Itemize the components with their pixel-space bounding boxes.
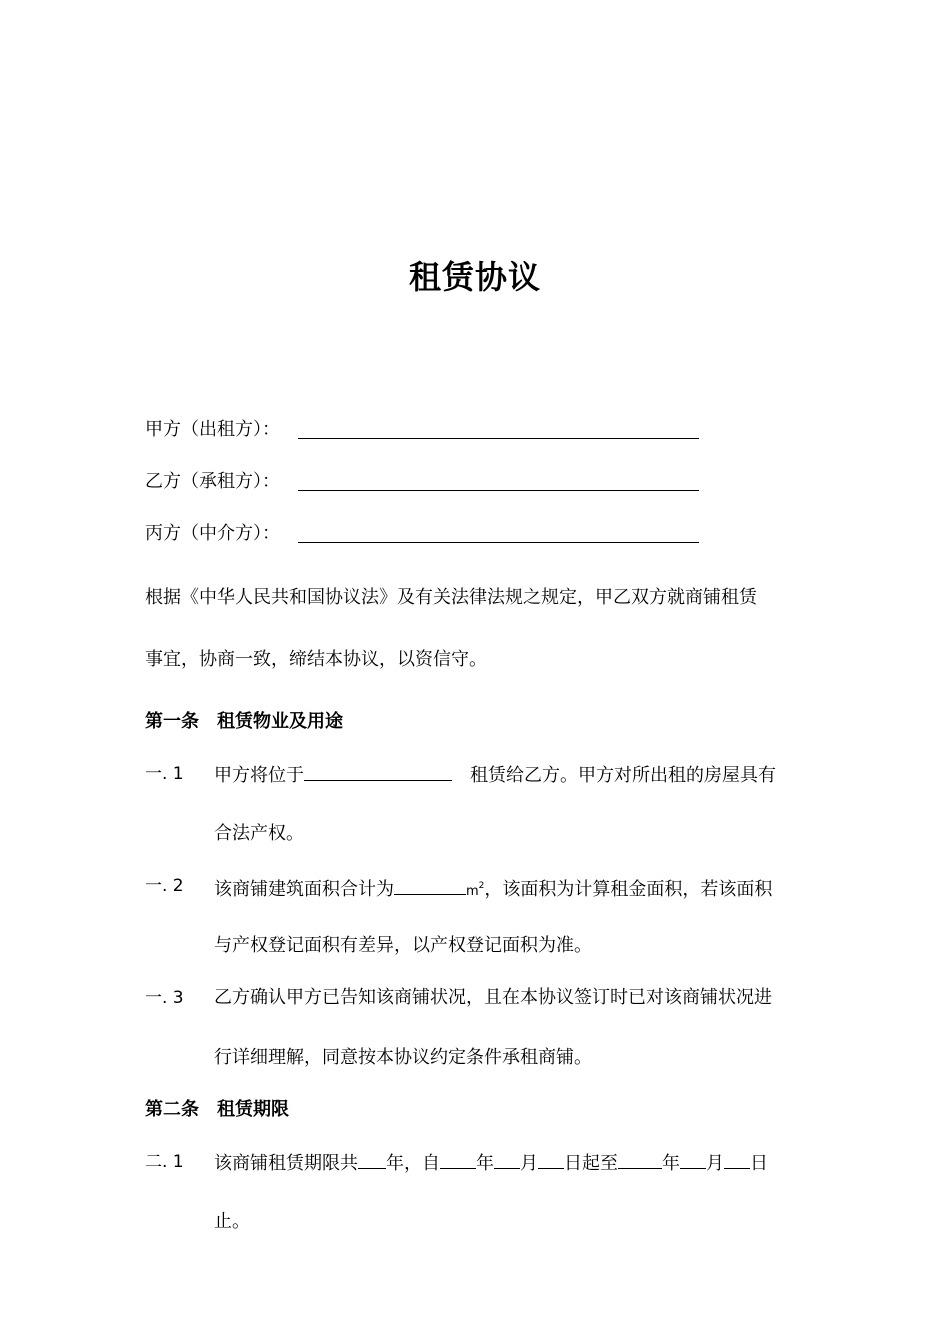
- party-c-blank[interactable]: [298, 542, 699, 543]
- party-a-blank[interactable]: [298, 438, 699, 439]
- clause-2-1-text-1: 该商铺租赁期限共: [214, 1153, 358, 1174]
- start-day-blank[interactable]: [538, 1150, 564, 1169]
- clause-2-1-line: [214, 1150, 768, 1176]
- clause-2-1-text-5: 日起至: [564, 1153, 618, 1174]
- clause-1-3-number: 一. 3: [145, 988, 184, 1008]
- document-title: 租赁协议: [408, 258, 541, 296]
- area-unit: m: [466, 884, 479, 899]
- start-month-blank[interactable]: [494, 1150, 520, 1169]
- end-year-blank[interactable]: [618, 1150, 662, 1169]
- clause-1-1-line: [214, 762, 776, 788]
- preamble-line-2: 事宜，协商一致，缔结本协议，以资信守。: [145, 649, 487, 670]
- clause-2-1-text-7: 月: [706, 1153, 724, 1174]
- end-month-blank[interactable]: [680, 1150, 706, 1169]
- party-b-label: 乙方（承租方）：: [145, 471, 280, 492]
- clause-1-2-text-pre: 该商铺建筑面积合计为: [214, 879, 394, 900]
- start-year-blank[interactable]: [440, 1150, 476, 1169]
- clause-1-1-text-pre: 甲方将位于: [214, 765, 304, 786]
- end-day-blank[interactable]: [724, 1150, 750, 1169]
- party-b-blank[interactable]: [298, 490, 699, 491]
- clause-1-3-continuation: 行详细理解，同意按本协议约定条件承租商铺。: [214, 1047, 592, 1068]
- clause-2-1-number: 二. 1: [145, 1152, 184, 1172]
- area-unit-sup: 2: [478, 881, 485, 891]
- clause-2-1-text-3: 年: [476, 1153, 494, 1174]
- clause-2-1-text-2: 年，自: [386, 1153, 440, 1174]
- article-2-heading: 第二条 租赁期限: [145, 1099, 289, 1120]
- clause-1-1-continuation: 合法产权。: [214, 823, 304, 844]
- clause-2-1-continuation: 止。: [214, 1211, 250, 1232]
- term-years-blank[interactable]: [358, 1150, 386, 1169]
- preamble-line-1: 根据《中华人民共和国协议法》及有关法律法规之规定，甲乙双方就商铺租赁: [145, 587, 757, 608]
- clause-1-1-text-post: 租赁给乙方。甲方对所出租的房屋具有: [452, 765, 776, 786]
- area-blank[interactable]: [394, 876, 466, 895]
- location-blank[interactable]: [304, 762, 452, 781]
- clause-1-2-line: [214, 874, 772, 904]
- clause-1-3-line: 乙方确认甲方已告知该商铺状况，且在本协议签订时已对该商铺状况进: [214, 987, 772, 1008]
- clause-2-1-text-4: 月: [520, 1153, 538, 1174]
- clause-1-2-continuation: 与产权登记面积有差异，以产权登记面积为准。: [214, 935, 592, 956]
- clause-1-2-number: 一. 2: [145, 876, 184, 896]
- clause-2-1-text-6: 年: [662, 1153, 680, 1174]
- article-1-heading: 第一条 租赁物业及用途: [145, 711, 343, 732]
- clause-1-2-text-post: ，该面积为计算租金面积，若该面积: [484, 879, 773, 900]
- clause-2-1-text-8: 日: [750, 1153, 768, 1174]
- party-a-label: 甲方（出租方）：: [145, 419, 280, 440]
- clause-1-1-number: 一. 1: [145, 764, 184, 784]
- party-c-label: 丙方（中介方）：: [145, 523, 280, 544]
